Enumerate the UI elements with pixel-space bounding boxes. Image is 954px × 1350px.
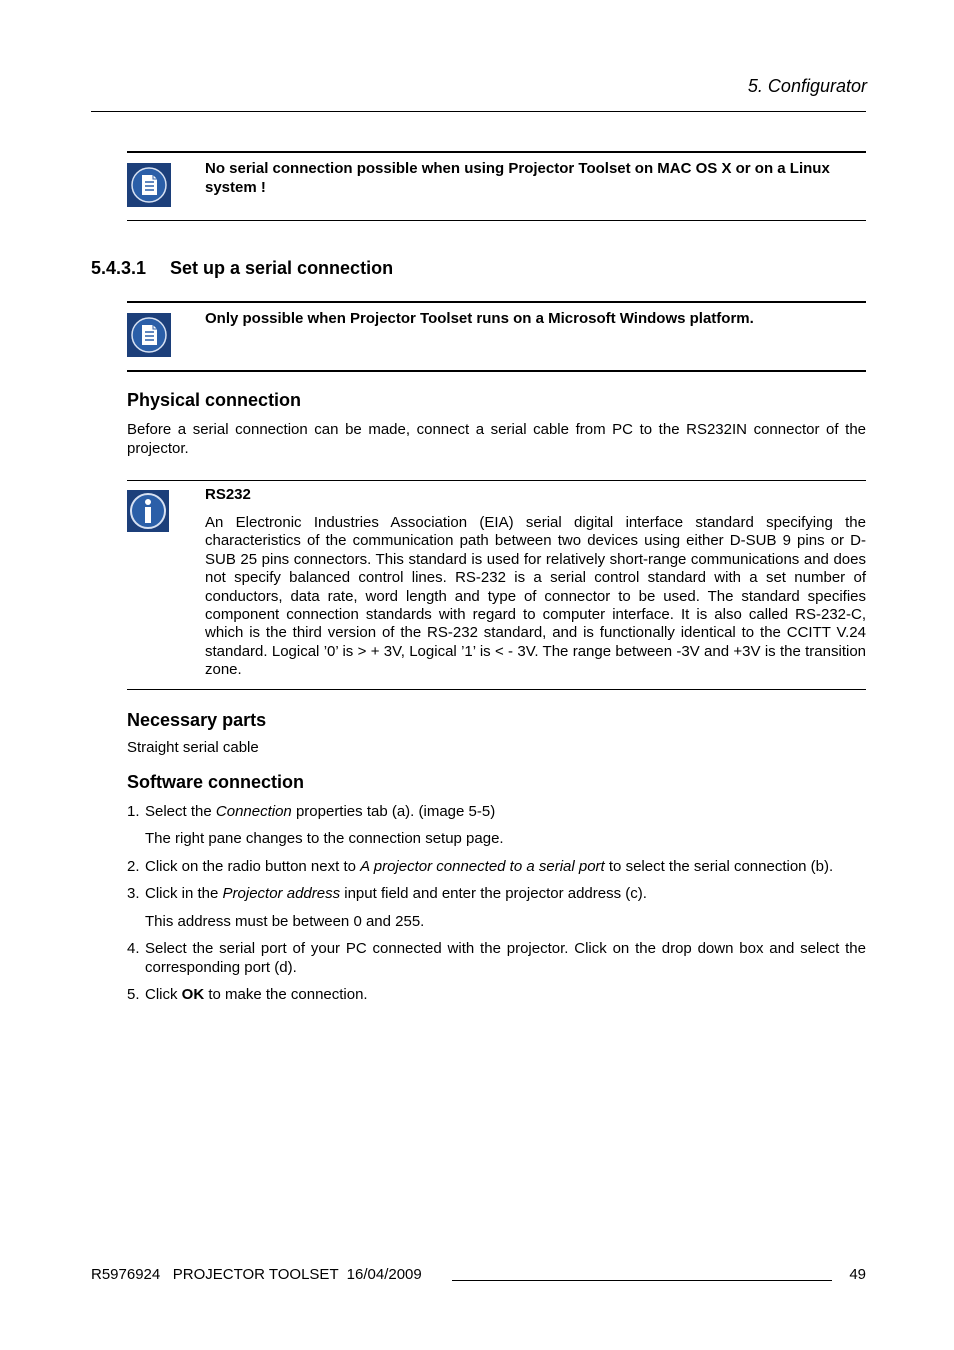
info-bottom-rule — [127, 689, 866, 690]
note-icon — [127, 313, 171, 357]
header-rule — [91, 111, 866, 112]
step-3 — [127, 884, 866, 903]
step-1 — [127, 802, 866, 821]
step-text: Click — [145, 986, 182, 1003]
step-text: Click in the — [145, 885, 223, 902]
note-icon — [127, 163, 171, 207]
step-number: 2. — [127, 858, 140, 875]
section-number: 5.4.3.1 — [91, 258, 147, 278]
note-mac-warning — [127, 151, 866, 221]
info-icon — [127, 490, 169, 532]
section-heading — [91, 258, 393, 279]
section-title: Set up a serial connection — [170, 258, 394, 278]
step-emphasis: A projector connected to a serial port — [360, 858, 605, 875]
note-top-rule — [127, 301, 866, 303]
step-text: to make the connection. — [204, 986, 368, 1003]
chapter-header: 5. Configurator — [747, 76, 867, 96]
step-emphasis: Projector address — [222, 885, 341, 902]
step-text: input field and enter the projector address (c). — [340, 885, 647, 902]
step-4 — [127, 939, 866, 977]
step-5 — [127, 985, 866, 1004]
note-bottom-rule — [127, 220, 866, 221]
page-number: 49 — [849, 1266, 866, 1283]
step-number: 5. — [127, 986, 140, 1003]
info-body: An Electronic Industries Association (EIA) serial digital interface standard specifying the characteristics of the communication path between two devices using either D-SUB 9 pins or D-SUB 25 pins connectors. This standard is used for relatively short-range communications and does not specify balanced control lines. RS-232 is a serial control standard with a set number of conductors, data rate, word length and type of connector to be used. The standard specifies component connection standards with regard to computer interface. It is also called RS-232-C, which is the third version of the RS-232 standard, and is functionally identical to the CCITT V.24 standard. Logical ’0’ is > + 3V, Logical ’1’ is < - 3V. The range between -3V and +3V is the transition zone. — [205, 514, 866, 679]
parts-heading: Necessary parts — [127, 710, 267, 730]
note-text: No serial connection possible when using Projector Toolset on MAC OS X or on a Linux system ! — [205, 160, 830, 196]
physical-text: Before a serial connection can be made, connect a serial cable from PC to the RS232IN connector of the projector. — [127, 421, 866, 457]
step-text: Select the serial port of your PC connected with the projector. Click on the drop down box and select the corresponding port (d). — [145, 940, 866, 976]
software-heading: Software connection — [127, 772, 305, 792]
step-text: to select the serial connection (b). — [604, 858, 834, 875]
step-number: 1. — [127, 803, 140, 820]
info-rs232 — [127, 480, 866, 690]
step-text: Select the — [145, 803, 216, 820]
note-text: Only possible when Projector Toolset runs on a Microsoft Windows platform. — [205, 310, 754, 327]
step-text: properties tab (a). (image 5-5) — [291, 803, 496, 820]
footer-rule — [452, 1280, 832, 1281]
footer-doc: R5976924 PROJECTOR TOOLSET 16/04/2009 — [91, 1266, 422, 1283]
step-2 — [127, 857, 866, 876]
note-top-rule — [127, 151, 866, 153]
step-1-detail: The right pane changes to the connection setup page. — [145, 830, 504, 847]
step-number: 4. — [127, 940, 140, 957]
step-emphasis: Connection — [215, 803, 292, 820]
parts-text: Straight serial cable — [127, 739, 259, 756]
info-title: RS232 — [205, 486, 251, 503]
note-windows-only — [127, 301, 866, 373]
step-text: Click on the radio button next to — [145, 858, 361, 875]
step-3-detail: This address must be between 0 and 255. — [145, 913, 425, 930]
step-number: 3. — [127, 885, 140, 902]
note-bottom-rule — [127, 370, 866, 372]
physical-heading: Physical connection — [127, 390, 302, 410]
step-strong: OK — [181, 986, 205, 1003]
info-top-rule — [127, 480, 866, 481]
